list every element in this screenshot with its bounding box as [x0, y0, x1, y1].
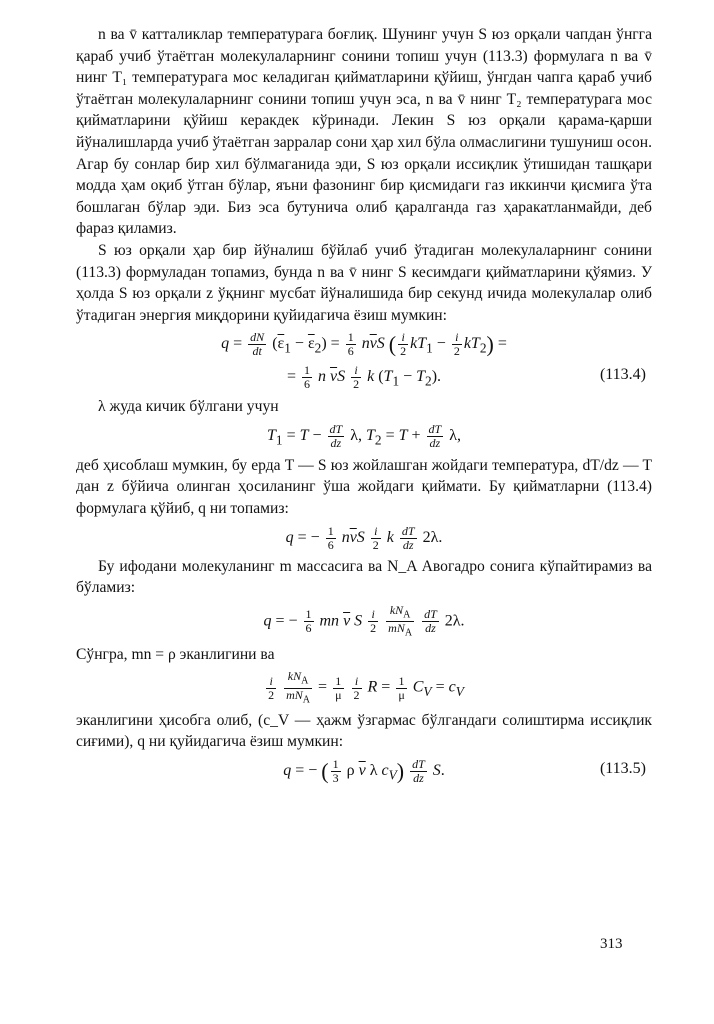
equation-number-113-4: (113.4): [599, 366, 646, 384]
equation-q-gradient: q = − $\frac{1}{6}$ $n\overline{v}S$ $\frac{i}{2}$ k $\frac{dT}{dz}$ 2λ.: [285, 523, 443, 552]
paragraph-5: Бу ифодани молекуланинг m массасига ва N_A Авогадро сонига кўпайтирамиз ва бўламиз:: [76, 557, 652, 597]
equation-number-113-5: (113.5): [599, 760, 646, 778]
paragraph-4: деб ҳисоблаш мумкин, бу ерда T — S юз жойлашган жойдаги температура, dT/dz — T дан z бўйича олинган ҳосиланинг ўша жойдаги қиймати. Бу қийматларни (113.4) формулага қўйиб, q ни топамиз:: [76, 456, 652, 517]
paragraph-7: эканлигини ҳисобга олиб, (c_V — ҳажм ўзгармас бўлгандаги солиштирма иссиқлик сиғими), q ни қуйидагича ёзиш мумкин:: [76, 711, 652, 751]
equation-temperatures: $T_1 = T$ − $\frac{dT}{dz}$ λ, $T_2 = T$ + $\frac{dT}{dz}$ λ,: [267, 421, 461, 450]
equation-q-final: q = − ( $\frac{1}{3}$ ρ $\overline{v}$ λ $c_V$) $\frac{dT}{dz}$ S. (113.5): [283, 757, 646, 786]
paragraph-2: S юз орқали ҳар бир йўналиш бўйлаб учиб ўтадиган молекулаларнинг сонини (113.3) формуладан топамиз, бунда n ва v̄ нинг S кесимдаги қийматларини қўямиз. У ҳолда S юз орқали z ўқнинг мусбат йўналишида бир секунд ичида молекулалар олиб ўтадиган энергия миқдорини қуйидагича ёзиш мумкин:: [76, 241, 652, 324]
equation-energy-flux-line1: q = $\frac{dN}{dt}$ $(\overline{\varepsilon}_1 - \overline{\varepsilon}_2)$ = $\frac{1}{6}$ $n\overline{v}S$ ( $\frac{i}{2}$ $kT_1$ − $\frac{i}{2}$ $kT_2$) =: [221, 330, 507, 359]
paragraph-3: λ жуда кичик бўлгани учун: [98, 398, 279, 416]
equation-energy-flux-line2: = $\frac{1}{6}$ n $\overline{v}S$ $\frac{i}{2}$ k $(T_1 - T_2)$. (113.4): [286, 363, 646, 392]
equation-heat-capacity: $\frac{i}{2}$ $kN_A$ $mN_A$ = $\frac{1}{\mu}$ $\frac{i}{2}$ R = $\frac{1}{\mu}$ $C_V = c_V$: [268, 669, 464, 705]
equation-q-mass: q = − $\frac{1}{6}$ mn $\overline{v}$ S $\frac{i}{2}$ $kN_A$ $mN_A$ $\frac{dT}{dz}$ 2λ.: [263, 602, 465, 639]
paragraph-6: Сўнгра, mn = ρ эканлигини ва: [76, 645, 275, 663]
paragraph-1: n ва v̄ катталиклар температурага боғлиқ. Шунинг учун S юз орқали чапдан ўнгга қараб учиб ўтаётган молекулаларнинг сонини топиш учун (113.3) формулага n ва v̄ нинг T₁ температурага мос келадиган қийматларини қўйиш, ўнгдан чапга қараб учиб ўтаётган молекулаларнинг сонини топиш учун эса, n ва v̄ нинг T₂ температурага мос қийматларини қўйиш керакдек кўринади. Лекин S юз орқали қарама-қарши йўналишларда учиб ўтаётган зарралар сони ҳар хил бўла олмаслигини тушуниш осон. Агар бу сонлар бир хил бўлмаганида эди, S юз орқали иссиқлик ўтишидан ташқари модда ҳам оқиб ўтган бўлар, яъни фазонинг бир қисмидаги газ иккинчи қисмига ўта бошлаган бўлар эди. Биз эса бутунича олиб қаралганда газ ҳаракатланмайди, деб фараз қиламиз.: [76, 26, 652, 238]
page-body: [76, 24, 652, 790]
page-number: 313: [600, 936, 623, 952]
